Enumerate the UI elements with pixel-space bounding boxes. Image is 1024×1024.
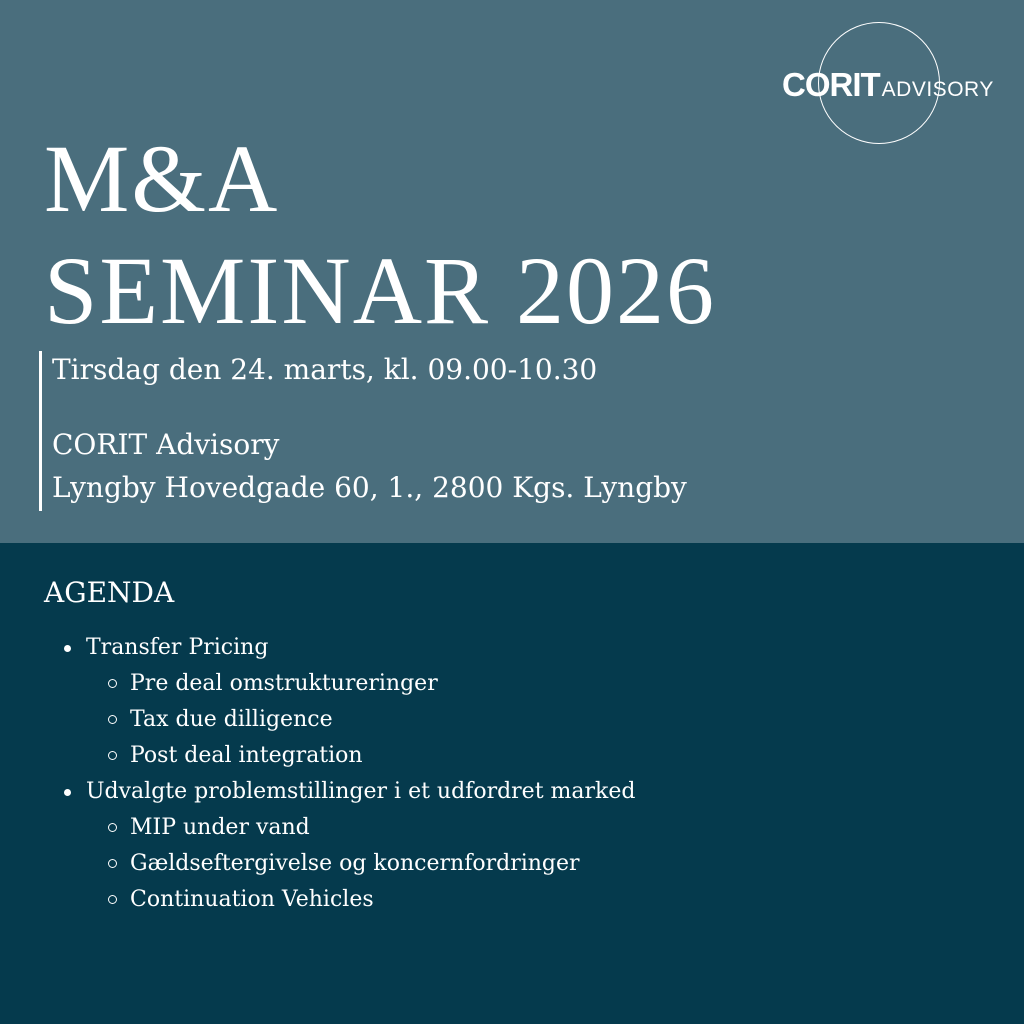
agenda-subitem: Tax due dilligence bbox=[86, 702, 1024, 738]
agenda-list bbox=[0, 630, 1024, 918]
agenda-title: AGENDA bbox=[44, 576, 175, 609]
agenda-item bbox=[0, 774, 1024, 918]
agenda-sublist bbox=[86, 810, 1024, 918]
agenda-subitem: Continuation Vehicles bbox=[86, 882, 1024, 918]
event-date: Tirsdag den 24. marts, kl. 09.00-10.30 bbox=[52, 353, 598, 386]
logo-sub: ADVISORY bbox=[881, 78, 994, 101]
agenda-item bbox=[0, 630, 1024, 774]
title-line-2: SEMINAR 2026 bbox=[44, 237, 717, 344]
agenda-item-label: Transfer Pricing bbox=[86, 635, 269, 660]
agenda-subitem: Pre deal omstruktureringer bbox=[86, 666, 1024, 702]
agenda-item-label: Udvalgte problemstillinger i et udfordret marked bbox=[86, 779, 636, 804]
agenda-sublist bbox=[86, 666, 1024, 774]
event-address: Lyngby Hovedgade 60, 1., 2800 Kgs. Lyngby bbox=[52, 471, 687, 504]
title-line-1: M&A bbox=[44, 125, 280, 232]
info-accent-bar bbox=[39, 351, 42, 511]
agenda-subitem: MIP under vand bbox=[86, 810, 1024, 846]
event-organizer: CORIT Advisory bbox=[52, 428, 280, 461]
corit-advisory-logo bbox=[782, 20, 1012, 148]
agenda-subitem: Gældseftergivelse og koncernfordringer bbox=[86, 846, 1024, 882]
logo-text bbox=[782, 66, 994, 104]
logo-brand: CORIT bbox=[782, 66, 880, 103]
agenda-subitem: Post deal integration bbox=[86, 738, 1024, 774]
